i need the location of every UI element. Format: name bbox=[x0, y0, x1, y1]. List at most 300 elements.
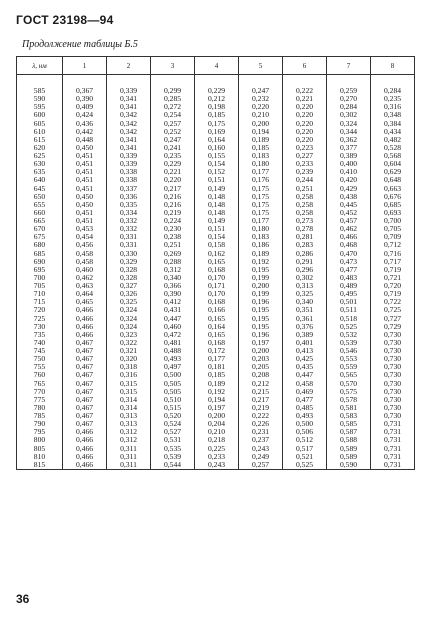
value-cell: 0,512 bbox=[283, 436, 327, 444]
value-cell: 0,233 bbox=[283, 160, 327, 168]
value-cell: 0,216 bbox=[151, 193, 195, 201]
value-cell: 0,332 bbox=[107, 217, 151, 225]
value-cell: 0,511 bbox=[327, 306, 371, 314]
value-cell: 0,470 bbox=[327, 250, 371, 258]
value-cell: 0,366 bbox=[151, 282, 195, 290]
value-cell: 0,482 bbox=[371, 136, 415, 144]
value-cell: 0,500 bbox=[151, 371, 195, 379]
value-cell: 0,467 bbox=[63, 388, 107, 396]
wavelength-cell: 585 bbox=[17, 87, 63, 95]
value-cell: 0,220 bbox=[283, 120, 327, 128]
value-cell: 0,575 bbox=[327, 388, 371, 396]
wavelength-cell: 755 bbox=[17, 363, 63, 371]
value-cell: 0,259 bbox=[327, 87, 371, 95]
value-cell: 0,376 bbox=[283, 323, 327, 331]
value-cell: 0,272 bbox=[151, 103, 195, 111]
value-cell: 0,323 bbox=[107, 331, 151, 339]
value-cell: 0,195 bbox=[239, 315, 283, 323]
value-cell: 0,730 bbox=[371, 412, 415, 420]
value-cell: 0,341 bbox=[107, 103, 151, 111]
table-body bbox=[17, 75, 415, 470]
value-cell: 0,489 bbox=[327, 282, 371, 290]
value-cell: 0,730 bbox=[371, 339, 415, 347]
value-cell: 0,291 bbox=[283, 258, 327, 266]
value-cell: 0,313 bbox=[107, 412, 151, 420]
value-cell: 0,466 bbox=[63, 436, 107, 444]
value-cell: 0,338 bbox=[107, 168, 151, 176]
value-cell: 0,286 bbox=[283, 250, 327, 258]
value-cell: 0,324 bbox=[327, 120, 371, 128]
value-cell: 0,302 bbox=[327, 111, 371, 119]
value-cell: 0,244 bbox=[283, 176, 327, 184]
value-cell: 0,257 bbox=[239, 461, 283, 470]
value-cell: 0,186 bbox=[239, 241, 283, 249]
value-cell: 0,466 bbox=[63, 445, 107, 453]
value-cell: 0,315 bbox=[107, 380, 151, 388]
value-cell: 0,570 bbox=[327, 380, 371, 388]
value-cell: 0,338 bbox=[107, 176, 151, 184]
value-cell: 0,181 bbox=[195, 363, 239, 371]
value-cell: 0,312 bbox=[107, 428, 151, 436]
value-cell: 0,454 bbox=[63, 233, 107, 241]
value-cell: 0,472 bbox=[151, 331, 195, 339]
value-cell: 0,227 bbox=[283, 152, 327, 160]
value-cell: 0,339 bbox=[107, 152, 151, 160]
value-cell: 0,172 bbox=[195, 347, 239, 355]
value-cell: 0,342 bbox=[107, 128, 151, 136]
value-cell: 0,390 bbox=[63, 95, 107, 103]
value-cell: 0,460 bbox=[63, 266, 107, 274]
wavelength-cell: 760 bbox=[17, 371, 63, 379]
value-cell: 0,377 bbox=[327, 144, 371, 152]
value-cell: 0,204 bbox=[195, 420, 239, 428]
value-cell: 0,195 bbox=[239, 266, 283, 274]
value-cell: 0,339 bbox=[107, 160, 151, 168]
value-cell: 0,247 bbox=[239, 87, 283, 95]
value-cell: 0,177 bbox=[195, 355, 239, 363]
value-cell: 0,493 bbox=[151, 355, 195, 363]
value-cell: 0,451 bbox=[63, 160, 107, 168]
wavelength-cell: 700 bbox=[17, 274, 63, 282]
value-cell: 0,450 bbox=[63, 144, 107, 152]
value-cell: 0,270 bbox=[327, 95, 371, 103]
value-cell: 0,327 bbox=[107, 282, 151, 290]
wavelength-cell: 640 bbox=[17, 176, 63, 184]
value-cell: 0,720 bbox=[371, 282, 415, 290]
value-cell: 0,460 bbox=[151, 323, 195, 331]
value-cell: 0,149 bbox=[195, 185, 239, 193]
value-cell: 0,316 bbox=[371, 103, 415, 111]
value-cell: 0,195 bbox=[239, 306, 283, 314]
value-cell: 0,531 bbox=[151, 436, 195, 444]
value-cell: 0,175 bbox=[239, 209, 283, 217]
value-cell: 0,367 bbox=[63, 87, 107, 95]
wavelength-cell: 590 bbox=[17, 95, 63, 103]
value-cell: 0,243 bbox=[195, 461, 239, 470]
value-cell: 0,341 bbox=[107, 95, 151, 103]
value-cell: 0,164 bbox=[195, 323, 239, 331]
value-cell: 0,493 bbox=[283, 412, 327, 420]
value-cell: 0,273 bbox=[283, 217, 327, 225]
value-cell: 0,559 bbox=[327, 363, 371, 371]
value-cell: 0,247 bbox=[151, 136, 195, 144]
value-cell: 0,525 bbox=[327, 323, 371, 331]
value-cell: 0,581 bbox=[327, 404, 371, 412]
wavelength-cell: 630 bbox=[17, 160, 63, 168]
value-cell: 0,285 bbox=[151, 95, 195, 103]
value-cell: 0,565 bbox=[327, 371, 371, 379]
value-cell: 0,252 bbox=[151, 128, 195, 136]
value-cell: 0,467 bbox=[63, 363, 107, 371]
table-continuation-caption: Продолжение таблицы Б.5 bbox=[22, 39, 138, 50]
value-cell: 0,725 bbox=[371, 306, 415, 314]
value-cell: 0,226 bbox=[239, 420, 283, 428]
value-cell: 0,183 bbox=[239, 233, 283, 241]
wavelength-cell: 775 bbox=[17, 396, 63, 404]
value-cell: 0,170 bbox=[195, 274, 239, 282]
value-cell: 0,466 bbox=[63, 428, 107, 436]
value-cell: 0,170 bbox=[195, 290, 239, 298]
wavelength-cell: 655 bbox=[17, 201, 63, 209]
value-cell: 0,505 bbox=[151, 380, 195, 388]
wavelength-cell: 715 bbox=[17, 298, 63, 306]
value-cell: 0,451 bbox=[63, 209, 107, 217]
wavelength-cell: 790 bbox=[17, 420, 63, 428]
value-cell: 0,729 bbox=[371, 323, 415, 331]
table-header-row bbox=[17, 57, 415, 75]
wavelength-cell: 650 bbox=[17, 193, 63, 201]
value-cell: 0,220 bbox=[283, 111, 327, 119]
value-cell: 0,362 bbox=[327, 136, 371, 144]
wavelength-cell: 710 bbox=[17, 290, 63, 298]
value-cell: 0,468 bbox=[327, 241, 371, 249]
value-cell: 0,324 bbox=[107, 323, 151, 331]
wavelength-cell: 725 bbox=[17, 315, 63, 323]
value-cell: 0,168 bbox=[195, 266, 239, 274]
value-cell: 0,730 bbox=[371, 331, 415, 339]
value-cell: 0,336 bbox=[107, 193, 151, 201]
value-cell: 0,192 bbox=[195, 388, 239, 396]
value-cell: 0,705 bbox=[371, 225, 415, 233]
value-cell: 0,176 bbox=[239, 176, 283, 184]
value-cell: 0,445 bbox=[327, 201, 371, 209]
value-cell: 0,316 bbox=[107, 371, 151, 379]
value-cell: 0,700 bbox=[371, 217, 415, 225]
value-cell: 0,185 bbox=[195, 111, 239, 119]
value-cell: 0,200 bbox=[195, 412, 239, 420]
column-header-2: 2 bbox=[107, 57, 151, 75]
value-cell: 0,284 bbox=[327, 103, 371, 111]
value-cell: 0,456 bbox=[63, 241, 107, 249]
value-cell: 0,314 bbox=[107, 404, 151, 412]
value-cell: 0,463 bbox=[63, 282, 107, 290]
column-header-1: 1 bbox=[63, 57, 107, 75]
wavelength-cell: 645 bbox=[17, 185, 63, 193]
value-cell: 0,506 bbox=[283, 428, 327, 436]
value-cell: 0,719 bbox=[371, 290, 415, 298]
value-cell: 0,200 bbox=[239, 120, 283, 128]
value-cell: 0,717 bbox=[371, 258, 415, 266]
value-cell: 0,337 bbox=[107, 185, 151, 193]
value-cell: 0,221 bbox=[283, 95, 327, 103]
value-cell: 0,183 bbox=[239, 152, 283, 160]
value-cell: 0,152 bbox=[195, 168, 239, 176]
value-cell: 0,321 bbox=[107, 347, 151, 355]
wavelength-cell: 785 bbox=[17, 412, 63, 420]
value-cell: 0,198 bbox=[195, 103, 239, 111]
wavelength-cell: 690 bbox=[17, 258, 63, 266]
value-cell: 0,448 bbox=[63, 136, 107, 144]
value-cell: 0,335 bbox=[107, 201, 151, 209]
value-cell: 0,189 bbox=[195, 380, 239, 388]
value-cell: 0,465 bbox=[63, 298, 107, 306]
value-cell: 0,532 bbox=[327, 331, 371, 339]
value-cell: 0,168 bbox=[195, 339, 239, 347]
document-standard-header: ГОСТ 23198—94 bbox=[16, 13, 114, 27]
value-cell: 0,451 bbox=[63, 217, 107, 225]
value-cell: 0,451 bbox=[63, 152, 107, 160]
value-cell: 0,730 bbox=[371, 380, 415, 388]
value-cell: 0,344 bbox=[327, 128, 371, 136]
wavelength-cell: 765 bbox=[17, 380, 63, 388]
value-cell: 0,515 bbox=[151, 404, 195, 412]
value-cell: 0,431 bbox=[151, 306, 195, 314]
value-cell: 0,189 bbox=[239, 250, 283, 258]
value-cell: 0,177 bbox=[239, 217, 283, 225]
value-cell: 0,731 bbox=[371, 453, 415, 461]
value-cell: 0,590 bbox=[327, 461, 371, 470]
value-cell: 0,409 bbox=[63, 103, 107, 111]
value-cell: 0,452 bbox=[327, 209, 371, 217]
value-cell: 0,315 bbox=[107, 388, 151, 396]
column-header-wavelength: λ, нм bbox=[17, 57, 63, 75]
value-cell: 0,171 bbox=[195, 282, 239, 290]
value-cell: 0,258 bbox=[283, 201, 327, 209]
value-cell: 0,727 bbox=[371, 315, 415, 323]
value-cell: 0,194 bbox=[239, 128, 283, 136]
value-cell: 0,588 bbox=[327, 436, 371, 444]
value-cell: 0,326 bbox=[107, 290, 151, 298]
value-cell: 0,281 bbox=[283, 233, 327, 241]
value-cell: 0,458 bbox=[63, 250, 107, 258]
value-cell: 0,162 bbox=[195, 250, 239, 258]
value-cell: 0,175 bbox=[239, 185, 283, 193]
value-cell: 0,466 bbox=[63, 306, 107, 314]
column-header-6: 6 bbox=[283, 57, 327, 75]
value-cell: 0,340 bbox=[151, 274, 195, 282]
value-cell: 0,235 bbox=[371, 95, 415, 103]
value-cell: 0,312 bbox=[151, 266, 195, 274]
value-cell: 0,239 bbox=[283, 168, 327, 176]
value-cell: 0,464 bbox=[63, 290, 107, 298]
value-cell: 0,401 bbox=[283, 339, 327, 347]
wavelength-cell: 620 bbox=[17, 144, 63, 152]
value-cell: 0,331 bbox=[107, 233, 151, 241]
value-cell: 0,185 bbox=[195, 371, 239, 379]
value-cell: 0,589 bbox=[327, 445, 371, 453]
value-cell: 0,165 bbox=[195, 315, 239, 323]
value-cell: 0,495 bbox=[327, 290, 371, 298]
value-cell: 0,216 bbox=[151, 201, 195, 209]
value-cell: 0,320 bbox=[107, 355, 151, 363]
value-cell: 0,341 bbox=[107, 136, 151, 144]
value-cell: 0,197 bbox=[195, 404, 239, 412]
value-cell: 0,467 bbox=[63, 347, 107, 355]
value-cell: 0,466 bbox=[63, 315, 107, 323]
value-cell: 0,223 bbox=[283, 144, 327, 152]
value-cell: 0,730 bbox=[371, 347, 415, 355]
value-cell: 0,434 bbox=[371, 128, 415, 136]
value-cell: 0,477 bbox=[283, 396, 327, 404]
value-cell: 0,210 bbox=[195, 428, 239, 436]
value-cell: 0,721 bbox=[371, 274, 415, 282]
value-cell: 0,189 bbox=[239, 136, 283, 144]
value-cell: 0,604 bbox=[371, 160, 415, 168]
value-cell: 0,180 bbox=[239, 160, 283, 168]
value-cell: 0,324 bbox=[107, 306, 151, 314]
wavelength-cell: 615 bbox=[17, 136, 63, 144]
value-cell: 0,312 bbox=[107, 436, 151, 444]
value-cell: 0,442 bbox=[63, 128, 107, 136]
spectral-data-table bbox=[16, 56, 415, 470]
value-cell: 0,389 bbox=[283, 331, 327, 339]
value-cell: 0,435 bbox=[283, 363, 327, 371]
value-cell: 0,168 bbox=[195, 298, 239, 306]
value-cell: 0,466 bbox=[63, 453, 107, 461]
wavelength-cell: 770 bbox=[17, 388, 63, 396]
column-header-5: 5 bbox=[239, 57, 283, 75]
value-cell: 0,731 bbox=[371, 461, 415, 470]
value-cell: 0,339 bbox=[107, 87, 151, 95]
value-cell: 0,238 bbox=[151, 233, 195, 241]
value-cell: 0,229 bbox=[195, 87, 239, 95]
value-cell: 0,237 bbox=[239, 436, 283, 444]
value-cell: 0,203 bbox=[239, 355, 283, 363]
value-cell: 0,351 bbox=[283, 306, 327, 314]
value-cell: 0,361 bbox=[283, 315, 327, 323]
value-cell: 0,466 bbox=[63, 323, 107, 331]
value-cell: 0,230 bbox=[151, 225, 195, 233]
value-cell: 0,166 bbox=[195, 306, 239, 314]
value-cell: 0,458 bbox=[63, 258, 107, 266]
value-cell: 0,220 bbox=[283, 103, 327, 111]
wavelength-cell: 780 bbox=[17, 404, 63, 412]
wavelength-cell: 685 bbox=[17, 250, 63, 258]
value-cell: 0,438 bbox=[327, 193, 371, 201]
table-header bbox=[17, 57, 415, 75]
wavelength-cell: 720 bbox=[17, 306, 63, 314]
value-cell: 0,709 bbox=[371, 233, 415, 241]
table-row bbox=[17, 461, 415, 470]
value-cell: 0,269 bbox=[151, 250, 195, 258]
value-cell: 0,497 bbox=[151, 363, 195, 371]
value-cell: 0,278 bbox=[283, 225, 327, 233]
value-cell: 0,219 bbox=[151, 209, 195, 217]
value-cell: 0,731 bbox=[371, 445, 415, 453]
value-cell: 0,229 bbox=[151, 160, 195, 168]
value-cell: 0,165 bbox=[195, 258, 239, 266]
value-cell: 0,447 bbox=[151, 315, 195, 323]
wavelength-cell: 805 bbox=[17, 445, 63, 453]
wavelength-cell: 610 bbox=[17, 128, 63, 136]
value-cell: 0,199 bbox=[239, 274, 283, 282]
value-cell: 0,485 bbox=[283, 404, 327, 412]
wavelength-cell: 625 bbox=[17, 152, 63, 160]
value-cell: 0,731 bbox=[371, 420, 415, 428]
value-cell: 0,208 bbox=[239, 371, 283, 379]
value-cell: 0,553 bbox=[327, 355, 371, 363]
value-cell: 0,311 bbox=[107, 445, 151, 453]
value-cell: 0,322 bbox=[107, 339, 151, 347]
value-cell: 0,648 bbox=[371, 176, 415, 184]
value-cell: 0,469 bbox=[283, 388, 327, 396]
value-cell: 0,520 bbox=[151, 412, 195, 420]
value-cell: 0,462 bbox=[63, 274, 107, 282]
wavelength-cell: 705 bbox=[17, 282, 63, 290]
value-cell: 0,231 bbox=[239, 428, 283, 436]
value-cell: 0,169 bbox=[195, 128, 239, 136]
value-cell: 0,288 bbox=[151, 258, 195, 266]
value-cell: 0,467 bbox=[63, 404, 107, 412]
value-cell: 0,730 bbox=[371, 388, 415, 396]
value-cell: 0,447 bbox=[283, 371, 327, 379]
column-header-3: 3 bbox=[151, 57, 195, 75]
value-cell: 0,330 bbox=[107, 250, 151, 258]
value-cell: 0,535 bbox=[151, 445, 195, 453]
value-cell: 0,483 bbox=[327, 274, 371, 282]
value-cell: 0,501 bbox=[327, 298, 371, 306]
value-cell: 0,258 bbox=[283, 193, 327, 201]
value-cell: 0,148 bbox=[195, 201, 239, 209]
value-cell: 0,222 bbox=[239, 412, 283, 420]
value-cell: 0,413 bbox=[283, 347, 327, 355]
value-cell: 0,233 bbox=[195, 453, 239, 461]
value-cell: 0,450 bbox=[63, 201, 107, 209]
value-cell: 0,731 bbox=[371, 436, 415, 444]
value-cell: 0,429 bbox=[327, 185, 371, 193]
value-cell: 0,196 bbox=[239, 298, 283, 306]
value-cell: 0,200 bbox=[239, 282, 283, 290]
wavelength-cell: 730 bbox=[17, 323, 63, 331]
value-cell: 0,220 bbox=[151, 176, 195, 184]
value-cell: 0,195 bbox=[239, 323, 283, 331]
value-cell: 0,424 bbox=[63, 111, 107, 119]
wavelength-cell: 680 bbox=[17, 241, 63, 249]
value-cell: 0,716 bbox=[371, 250, 415, 258]
value-cell: 0,488 bbox=[151, 347, 195, 355]
value-cell: 0,587 bbox=[327, 428, 371, 436]
value-cell: 0,528 bbox=[371, 144, 415, 152]
value-cell: 0,151 bbox=[195, 176, 239, 184]
value-cell: 0,175 bbox=[239, 193, 283, 201]
value-cell: 0,220 bbox=[283, 128, 327, 136]
value-cell: 0,258 bbox=[283, 209, 327, 217]
value-cell: 0,225 bbox=[195, 445, 239, 453]
value-cell: 0,451 bbox=[63, 168, 107, 176]
value-cell: 0,505 bbox=[151, 388, 195, 396]
value-cell: 0,578 bbox=[327, 396, 371, 404]
value-cell: 0,583 bbox=[327, 412, 371, 420]
value-cell: 0,332 bbox=[107, 225, 151, 233]
value-cell: 0,149 bbox=[195, 217, 239, 225]
value-cell: 0,568 bbox=[371, 152, 415, 160]
column-header-4: 4 bbox=[195, 57, 239, 75]
value-cell: 0,466 bbox=[327, 233, 371, 241]
value-cell: 0,196 bbox=[239, 331, 283, 339]
value-cell: 0,425 bbox=[283, 355, 327, 363]
value-cell: 0,212 bbox=[239, 380, 283, 388]
value-cell: 0,249 bbox=[239, 453, 283, 461]
